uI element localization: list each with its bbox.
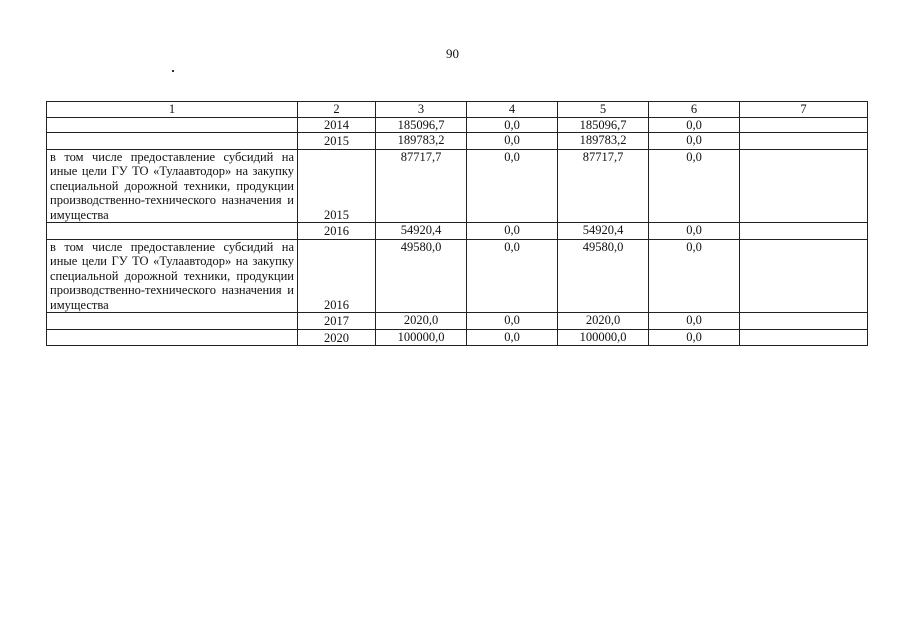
value-cell: 189783,2: [376, 133, 467, 150]
page-number: 90: [446, 46, 459, 61]
value-cell: 0,0: [467, 149, 558, 223]
description-cell: в том числе предоставление субсидий на иные цели ГУ ТО «Тулаавтодор» на закупку специальной дорожной техники, продукции производственно-технического назначения и имущества: [47, 149, 298, 223]
value-cell: 2020,0: [558, 313, 649, 330]
year-cell: [298, 223, 376, 240]
header-cell-3: 3: [376, 102, 467, 118]
value-cell: 0,0: [467, 239, 558, 313]
value-cell: 0,0: [649, 329, 740, 346]
description-cell: [47, 223, 298, 240]
value-cell: 0,0: [467, 117, 558, 133]
value-cell: 0,0: [467, 223, 558, 240]
description-cell: в том числе предоставление субсидий на иные цели ГУ ТО «Тулаавтодор» на закупку специальной дорожной техники, продукции производственно-технического назначения и имущества: [47, 239, 298, 313]
value-cell: 100000,0: [558, 329, 649, 346]
table-row: [47, 133, 868, 150]
year-label: 2017: [324, 314, 349, 328]
year-label: 2020: [324, 330, 349, 345]
value-cell: [740, 313, 868, 330]
value-cell: 0,0: [649, 313, 740, 330]
value-cell: 0,0: [649, 239, 740, 313]
table-row: [47, 149, 868, 223]
scan-speck: [172, 70, 174, 72]
header-cell-4: 4: [467, 102, 558, 118]
value-cell: 54920,4: [376, 223, 467, 240]
value-cell: [740, 117, 868, 133]
budget-table: [46, 101, 868, 346]
value-cell: [740, 133, 868, 150]
value-cell: [740, 149, 868, 223]
header-cell-2: 2: [298, 102, 376, 118]
value-cell: 49580,0: [558, 239, 649, 313]
value-cell: 100000,0: [376, 329, 467, 346]
year-cell: 2014: [298, 117, 376, 133]
value-cell: 189783,2: [558, 133, 649, 150]
year-label: 2015: [324, 134, 349, 148]
value-cell: 2020,0: [376, 313, 467, 330]
year-cell: [298, 133, 376, 150]
header-cell-7: 7: [740, 102, 868, 118]
value-cell: 185096,7: [558, 117, 649, 133]
value-cell: 87717,7: [558, 149, 649, 223]
value-cell: 0,0: [649, 149, 740, 223]
value-cell: 54920,4: [558, 223, 649, 240]
header-cell-5: 5: [558, 102, 649, 118]
value-cell: 0,0: [467, 133, 558, 150]
year-cell: [298, 329, 376, 346]
value-cell: 0,0: [467, 313, 558, 330]
description-cell: [47, 313, 298, 330]
value-cell: 49580,0: [376, 239, 467, 313]
value-cell: 87717,7: [376, 149, 467, 223]
year-cell: [298, 313, 376, 330]
year-cell: 2016: [298, 239, 376, 313]
value-cell: 0,0: [467, 329, 558, 346]
value-cell: [740, 223, 868, 240]
header-cell-6: 6: [649, 102, 740, 118]
value-cell: 185096,7: [376, 117, 467, 133]
year-cell: 2015: [298, 149, 376, 223]
year-label: 2016: [324, 224, 349, 238]
description-cell: [47, 117, 298, 133]
value-cell: 0,0: [649, 117, 740, 133]
value-cell: [740, 329, 868, 346]
header-cell-1: 1: [47, 102, 298, 118]
header-row: [47, 102, 868, 118]
value-cell: [740, 239, 868, 313]
table-row: [47, 329, 868, 346]
table-row: [47, 239, 868, 313]
value-cell: 0,0: [649, 223, 740, 240]
table-row: [47, 313, 868, 330]
description-cell: [47, 133, 298, 150]
table-row: [47, 117, 868, 133]
table-row: [47, 223, 868, 240]
description-cell: [47, 329, 298, 346]
value-cell: 0,0: [649, 133, 740, 150]
